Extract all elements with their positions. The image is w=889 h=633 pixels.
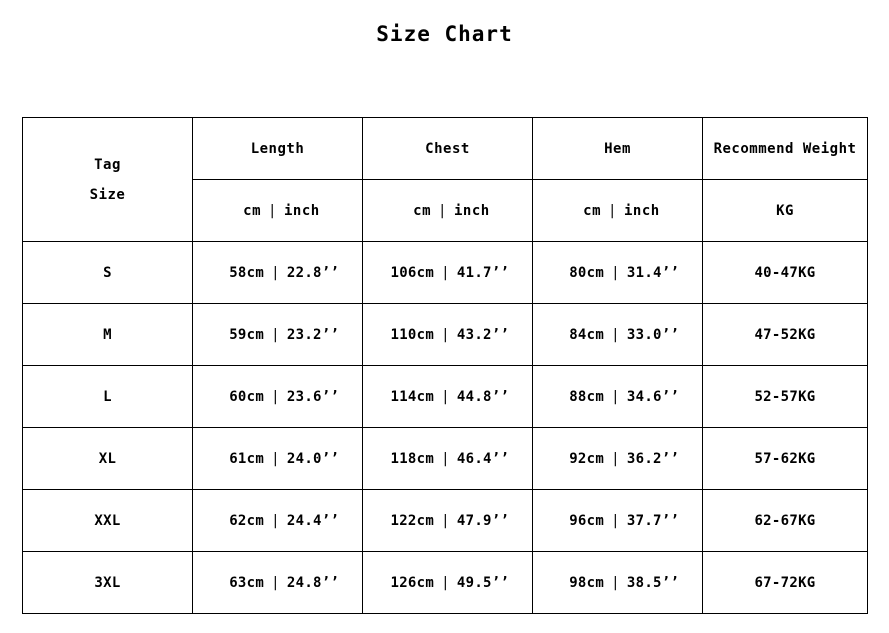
header-length-unit-inch: inch bbox=[283, 202, 320, 219]
row-length-separator: | bbox=[271, 264, 280, 281]
table-row bbox=[23, 366, 868, 428]
row-weight: 62-67KG bbox=[703, 490, 868, 552]
row-chest-separator: | bbox=[441, 264, 450, 281]
row-weight: 47-52KG bbox=[703, 304, 868, 366]
row-length-separator: | bbox=[271, 512, 280, 529]
header-chest: Chest bbox=[363, 118, 533, 180]
row-length-inch: 24.0’’ bbox=[286, 450, 340, 467]
row-length-inch: 23.6’’ bbox=[286, 388, 340, 405]
row-hem-inch: 38.5’’ bbox=[626, 574, 680, 591]
row-length-inch: 23.2’’ bbox=[286, 326, 340, 343]
row-hem bbox=[533, 366, 703, 428]
row-hem-inch: 36.2’’ bbox=[626, 450, 680, 467]
header-hem-units bbox=[533, 180, 703, 242]
header-chest-units bbox=[363, 180, 533, 242]
row-length-inch: 24.4’’ bbox=[286, 512, 340, 529]
header-tag-line2: Size bbox=[89, 186, 126, 203]
row-size-label: L bbox=[23, 366, 193, 428]
row-hem-cm: 84cm bbox=[569, 326, 605, 343]
table-row bbox=[23, 552, 868, 614]
row-length-cm: 61cm bbox=[229, 450, 265, 467]
row-chest bbox=[363, 490, 533, 552]
size-table-container bbox=[22, 117, 867, 614]
row-size-label: 3XL bbox=[23, 552, 193, 614]
row-chest-inch: 47.9’’ bbox=[456, 512, 510, 529]
row-hem-cm: 98cm bbox=[569, 574, 605, 591]
row-length-separator: | bbox=[271, 326, 280, 343]
row-size-label: XL bbox=[23, 428, 193, 490]
row-weight: 67-72KG bbox=[703, 552, 868, 614]
size-table bbox=[22, 117, 868, 614]
row-hem-inch: 37.7’’ bbox=[626, 512, 680, 529]
table-row bbox=[23, 428, 868, 490]
table-row bbox=[23, 242, 868, 304]
row-size-label: M bbox=[23, 304, 193, 366]
row-length bbox=[193, 490, 363, 552]
row-hem-inch: 33.0’’ bbox=[626, 326, 680, 343]
table-row bbox=[23, 490, 868, 552]
size-chart-page bbox=[0, 22, 889, 633]
row-length-cm: 62cm bbox=[229, 512, 265, 529]
row-hem-separator: | bbox=[611, 512, 620, 529]
row-length-separator: | bbox=[271, 574, 280, 591]
row-chest-separator: | bbox=[441, 450, 450, 467]
table-header-row-1 bbox=[23, 118, 868, 180]
row-chest-cm: 126cm bbox=[390, 574, 435, 591]
row-hem-cm: 80cm bbox=[569, 264, 605, 281]
row-length bbox=[193, 552, 363, 614]
row-length bbox=[193, 304, 363, 366]
row-length-cm: 58cm bbox=[229, 264, 265, 281]
header-hem-separator: | bbox=[608, 202, 617, 219]
row-size-label: XXL bbox=[23, 490, 193, 552]
row-hem-cm: 88cm bbox=[569, 388, 605, 405]
row-chest-inch: 44.8’’ bbox=[456, 388, 510, 405]
row-chest bbox=[363, 242, 533, 304]
header-chest-unit-inch: inch bbox=[453, 202, 490, 219]
page-title: Size Chart bbox=[376, 22, 513, 46]
row-chest-cm: 118cm bbox=[390, 450, 435, 467]
header-weight-unit: KG bbox=[703, 180, 868, 242]
row-hem-inch: 31.4’’ bbox=[626, 264, 680, 281]
row-hem bbox=[533, 552, 703, 614]
row-length-inch: 22.8’’ bbox=[286, 264, 340, 281]
row-hem-separator: | bbox=[611, 574, 620, 591]
row-length-separator: | bbox=[271, 450, 280, 467]
row-length-cm: 63cm bbox=[229, 574, 265, 591]
row-chest bbox=[363, 304, 533, 366]
row-chest-inch: 49.5’’ bbox=[456, 574, 510, 591]
row-chest-separator: | bbox=[441, 574, 450, 591]
header-length-unit-cm: cm bbox=[243, 202, 262, 219]
row-hem-separator: | bbox=[611, 326, 620, 343]
row-hem-cm: 92cm bbox=[569, 450, 605, 467]
row-chest-cm: 110cm bbox=[390, 326, 435, 343]
row-hem bbox=[533, 428, 703, 490]
row-chest-inch: 46.4’’ bbox=[456, 450, 510, 467]
row-weight: 52-57KG bbox=[703, 366, 868, 428]
row-hem bbox=[533, 490, 703, 552]
row-length bbox=[193, 366, 363, 428]
row-hem bbox=[533, 242, 703, 304]
header-length-separator: | bbox=[268, 202, 277, 219]
header-chest-unit-cm: cm bbox=[413, 202, 432, 219]
row-chest-cm: 122cm bbox=[390, 512, 435, 529]
row-chest bbox=[363, 428, 533, 490]
row-hem-inch: 34.6’’ bbox=[626, 388, 680, 405]
header-hem-unit-inch: inch bbox=[623, 202, 660, 219]
row-length-separator: | bbox=[271, 388, 280, 405]
row-hem bbox=[533, 304, 703, 366]
header-length-units bbox=[193, 180, 363, 242]
header-hem: Hem bbox=[533, 118, 703, 180]
row-hem-separator: | bbox=[611, 388, 620, 405]
row-hem-separator: | bbox=[611, 264, 620, 281]
header-length: Length bbox=[193, 118, 363, 180]
row-length-cm: 59cm bbox=[229, 326, 265, 343]
row-chest-separator: | bbox=[441, 512, 450, 529]
row-length-cm: 60cm bbox=[229, 388, 265, 405]
row-chest bbox=[363, 366, 533, 428]
row-weight: 57-62KG bbox=[703, 428, 868, 490]
header-chest-separator: | bbox=[438, 202, 447, 219]
row-chest-separator: | bbox=[441, 388, 450, 405]
header-hem-unit-cm: cm bbox=[583, 202, 602, 219]
row-chest bbox=[363, 552, 533, 614]
row-hem-cm: 96cm bbox=[569, 512, 605, 529]
row-chest-separator: | bbox=[441, 326, 450, 343]
row-chest-cm: 114cm bbox=[390, 388, 435, 405]
row-size-label: S bbox=[23, 242, 193, 304]
row-chest-cm: 106cm bbox=[390, 264, 435, 281]
row-weight: 40-47KG bbox=[703, 242, 868, 304]
table-row bbox=[23, 304, 868, 366]
row-length-inch: 24.8’’ bbox=[286, 574, 340, 591]
row-length bbox=[193, 428, 363, 490]
header-tag-line1: Tag bbox=[94, 156, 121, 173]
row-length bbox=[193, 242, 363, 304]
header-tag-size bbox=[23, 118, 193, 242]
header-recommend-weight: Recommend Weight bbox=[703, 118, 868, 180]
row-chest-inch: 43.2’’ bbox=[456, 326, 510, 343]
row-chest-inch: 41.7’’ bbox=[456, 264, 510, 281]
row-hem-separator: | bbox=[611, 450, 620, 467]
